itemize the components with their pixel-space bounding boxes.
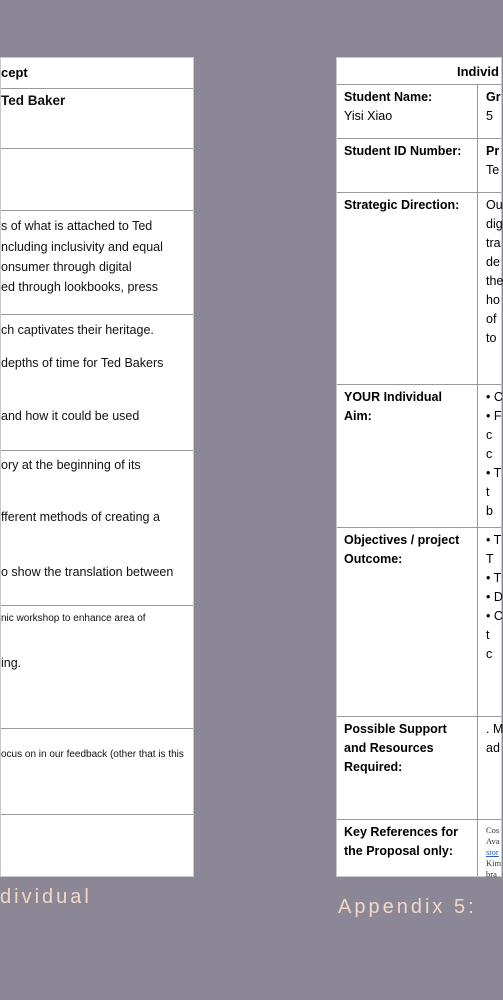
- left-row-empty: [1, 148, 193, 211]
- right-caption: Appendix 5:: [338, 896, 477, 918]
- support-line: . M: [486, 722, 503, 736]
- left-text-line: ed through lookbooks, press: [1, 280, 159, 294]
- left-document-page: [0, 57, 194, 877]
- value-program-label: Pr: [486, 144, 500, 158]
- value-grade-label: Gr: [486, 90, 501, 104]
- label-support: Possible Support: [344, 722, 447, 736]
- label-objectives: Outcome:: [344, 552, 403, 566]
- aim-line: c: [486, 447, 493, 461]
- objectives-line: • C: [486, 609, 503, 623]
- aim-line: • F: [486, 409, 502, 423]
- left-brand-text: Ted Baker: [1, 93, 66, 108]
- strategic-line: the: [486, 274, 503, 288]
- left-row-history: [1, 450, 193, 606]
- reference-line: Cos: [486, 825, 500, 835]
- aim-line: • C: [486, 390, 503, 404]
- label-support: Required:: [344, 760, 403, 774]
- left-row-workshop: [1, 605, 193, 729]
- aim-line: • T: [486, 466, 502, 480]
- reference-link[interactable]: stor: [486, 847, 499, 857]
- left-text-line: ncluding inclusivity and equal: [1, 240, 163, 254]
- left-header-text: cept: [1, 65, 28, 80]
- strategic-line: Ou: [486, 198, 503, 212]
- left-table-header: [1, 58, 193, 89]
- right-document-page: [336, 57, 502, 877]
- objectives-line: c: [486, 647, 493, 661]
- objectives-line: • T: [486, 571, 502, 585]
- label-references: the Proposal only:: [344, 844, 454, 858]
- row-support: [337, 716, 501, 820]
- objectives-line: • D: [486, 590, 503, 604]
- label-aim: Aim:: [344, 409, 372, 423]
- left-text-line: o show the translation between: [1, 565, 174, 579]
- strategic-line: dig: [486, 217, 503, 231]
- objectives-line: T: [486, 552, 494, 566]
- left-row-brand: [1, 88, 193, 149]
- strategic-line: de: [486, 255, 500, 269]
- left-row-heritage: [1, 314, 193, 451]
- row-strategic-direction: [337, 192, 501, 385]
- left-text-line: ing.: [1, 656, 22, 670]
- objectives-line: t: [486, 628, 490, 642]
- left-text-line: s of what is attached to Ted: [1, 219, 153, 233]
- left-text-line: nic workshop to enhance area of: [1, 613, 146, 624]
- left-row-feedback: [1, 728, 193, 815]
- objectives-line: • T: [486, 533, 502, 547]
- left-text-line: and how it could be used: [1, 409, 140, 423]
- strategic-line: to: [486, 331, 497, 345]
- row-student-id: [337, 138, 501, 193]
- label-objectives: Objectives / project: [344, 533, 460, 547]
- strategic-line: ho: [486, 293, 500, 307]
- reference-line: bra: [486, 869, 497, 879]
- right-doc-title: Individ: [457, 64, 499, 79]
- aim-line: b: [486, 504, 493, 518]
- label-strategic-direction: Strategic Direction:: [344, 198, 460, 212]
- left-text-line: depths of time for Ted Bakers: [1, 356, 164, 370]
- reference-line: Ava: [486, 836, 500, 846]
- left-caption: dividual: [0, 886, 92, 908]
- aim-line: t: [486, 485, 490, 499]
- label-aim: YOUR Individual: [344, 390, 442, 404]
- row-student-name: [337, 84, 501, 139]
- label-support: and Resources: [344, 741, 434, 755]
- row-individual-aim: [337, 384, 501, 528]
- aim-line: c: [486, 428, 493, 442]
- value-program: Te: [486, 163, 500, 177]
- label-student-name: Student Name:: [344, 90, 433, 104]
- left-text-line: ch captivates their heritage.: [1, 323, 154, 337]
- strategic-line: of: [486, 312, 497, 326]
- left-text-line: onsumer through digital: [1, 260, 132, 274]
- left-text-line: ocus on in our feedback (other that is this: [1, 749, 184, 760]
- row-objectives: [337, 527, 501, 717]
- right-title-row: [337, 58, 501, 85]
- label-student-id: Student ID Number:: [344, 144, 462, 158]
- label-references: Key References for: [344, 825, 458, 839]
- left-text-line: fferent methods of creating a: [1, 510, 160, 524]
- reference-line: Kim: [486, 858, 502, 868]
- left-text-line: ory at the beginning of its: [1, 458, 141, 472]
- left-row-description: [1, 210, 193, 315]
- support-line: ad: [486, 741, 500, 755]
- strategic-line: tra: [486, 236, 501, 250]
- value-student-name: Yisi Xiao: [344, 109, 393, 123]
- row-references: [337, 819, 502, 879]
- value-grade: 5: [486, 109, 493, 123]
